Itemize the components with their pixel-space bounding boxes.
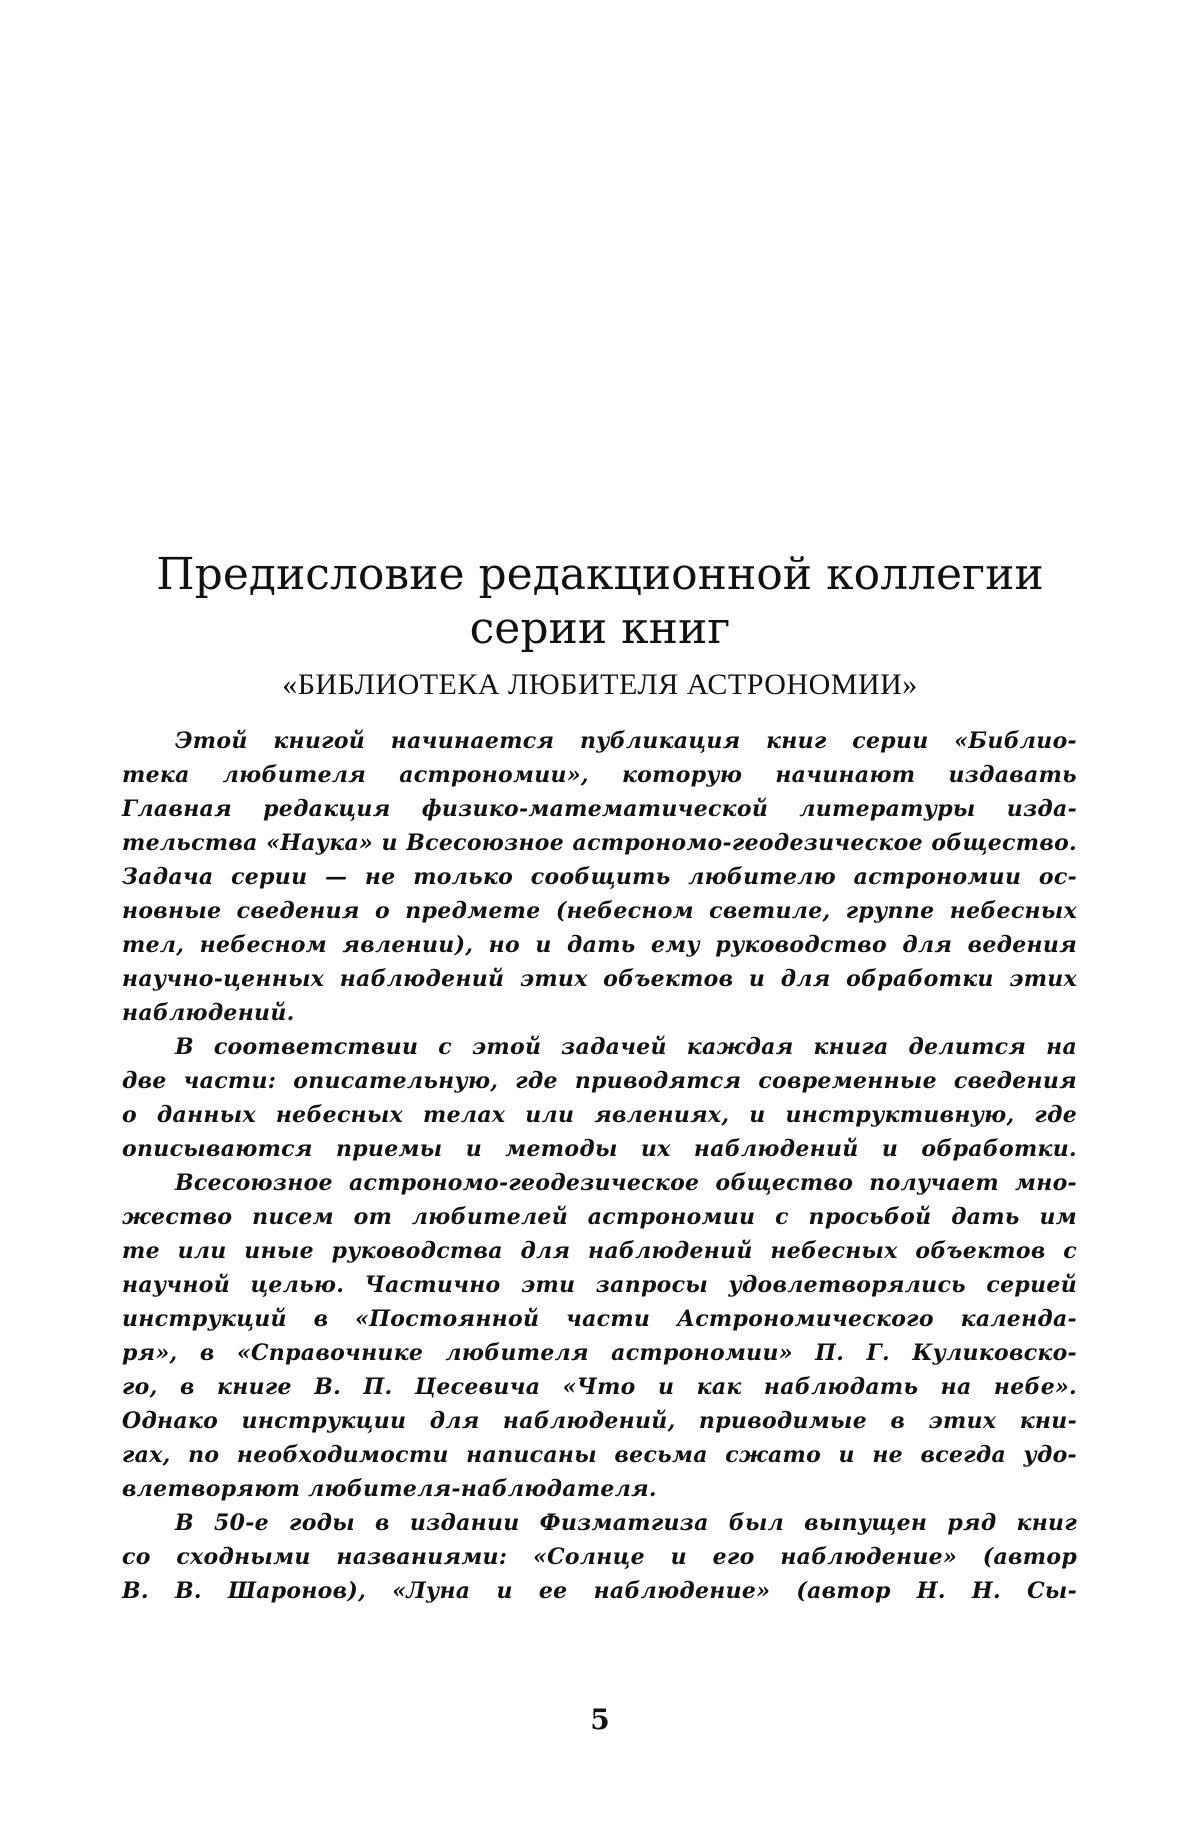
text-line: В соответствии с этой задачей каждая книга делится на: [175, 1034, 1077, 1060]
text-line: тека любителя астрономии», которую начинают издавать: [122, 762, 1077, 788]
text-line: гах, по необходимости написаны весьма сжато и не всегда удо-: [122, 1442, 1077, 1468]
page-title-continuation: серии книг: [469, 603, 731, 654]
series-name: «БИБЛИОТЕКА ЛЮБИТЕЛЯ АСТРОНОМИИ»: [282, 668, 918, 701]
text-line: Этой книгой начинается публикация книг серии «Библио-: [175, 728, 1077, 754]
page-title: Предисловие редакционной коллегии: [156, 549, 1044, 600]
text-line: жество писем от любителей астрономии с просьбой дать им: [122, 1204, 1077, 1230]
text-line: влетворяют любителя-наблюдателя.: [122, 1476, 657, 1502]
text-line: ря», в «Справочнике любителя астрономии» П. Г. Куликовско-: [122, 1340, 1077, 1366]
text-line: те или иные руководства для наблюдений небесных объектов с: [122, 1238, 1077, 1264]
text-line: го, в книге В. П. Цесевича «Что и как наблюдать на небе».: [122, 1374, 1077, 1400]
text-line: Всесоюзное астрономо-геодезическое общество получает мно-: [175, 1170, 1077, 1196]
text-line: две части: описательную, где приводятся современные сведения: [122, 1068, 1077, 1094]
text-line: тельства «Наука» и Всесоюзное астрономо-геодезическое общество.: [122, 830, 1077, 856]
text-line: научно-ценных наблюдений этих объектов и для обработки этих: [122, 966, 1077, 992]
text-line: Главная редакция физико-математической литературы изда-: [122, 796, 1077, 822]
text-line: описываются приемы и методы их наблюдений и обработки.: [122, 1136, 1077, 1162]
text-line: со сходными названиями: «Солнце и его наблюдение» (автор: [122, 1544, 1077, 1570]
text-line: Задача серии — не только сообщить любителю астрономии ос-: [122, 864, 1077, 890]
text-line: В 50-е годы в издании Физматгиза был выпущен ряд книг: [175, 1510, 1077, 1536]
text-line: инструкций в «Постоянной части Астрономического календа-: [122, 1306, 1077, 1332]
text-line: новные сведения о предмете (небесном светиле, группе небесных: [122, 898, 1077, 924]
text-line: о данных небесных телах или явлениях, и инструктивную, где: [122, 1102, 1077, 1128]
text-line: тел, небесном явлении), но и дать ему руководство для ведения: [122, 932, 1077, 958]
text-line: научной целью. Частично эти запросы удовлетворялись серией: [122, 1272, 1077, 1298]
page-number: 5: [590, 1703, 610, 1736]
text-line: Однако инструкции для наблюдений, приводимые в этих кни-: [122, 1408, 1077, 1434]
text-line: наблюдений.: [122, 1000, 295, 1026]
text-line: В. В. Шаронов), «Луна и ее наблюдение» (автор Н. Н. Сы-: [122, 1578, 1077, 1604]
